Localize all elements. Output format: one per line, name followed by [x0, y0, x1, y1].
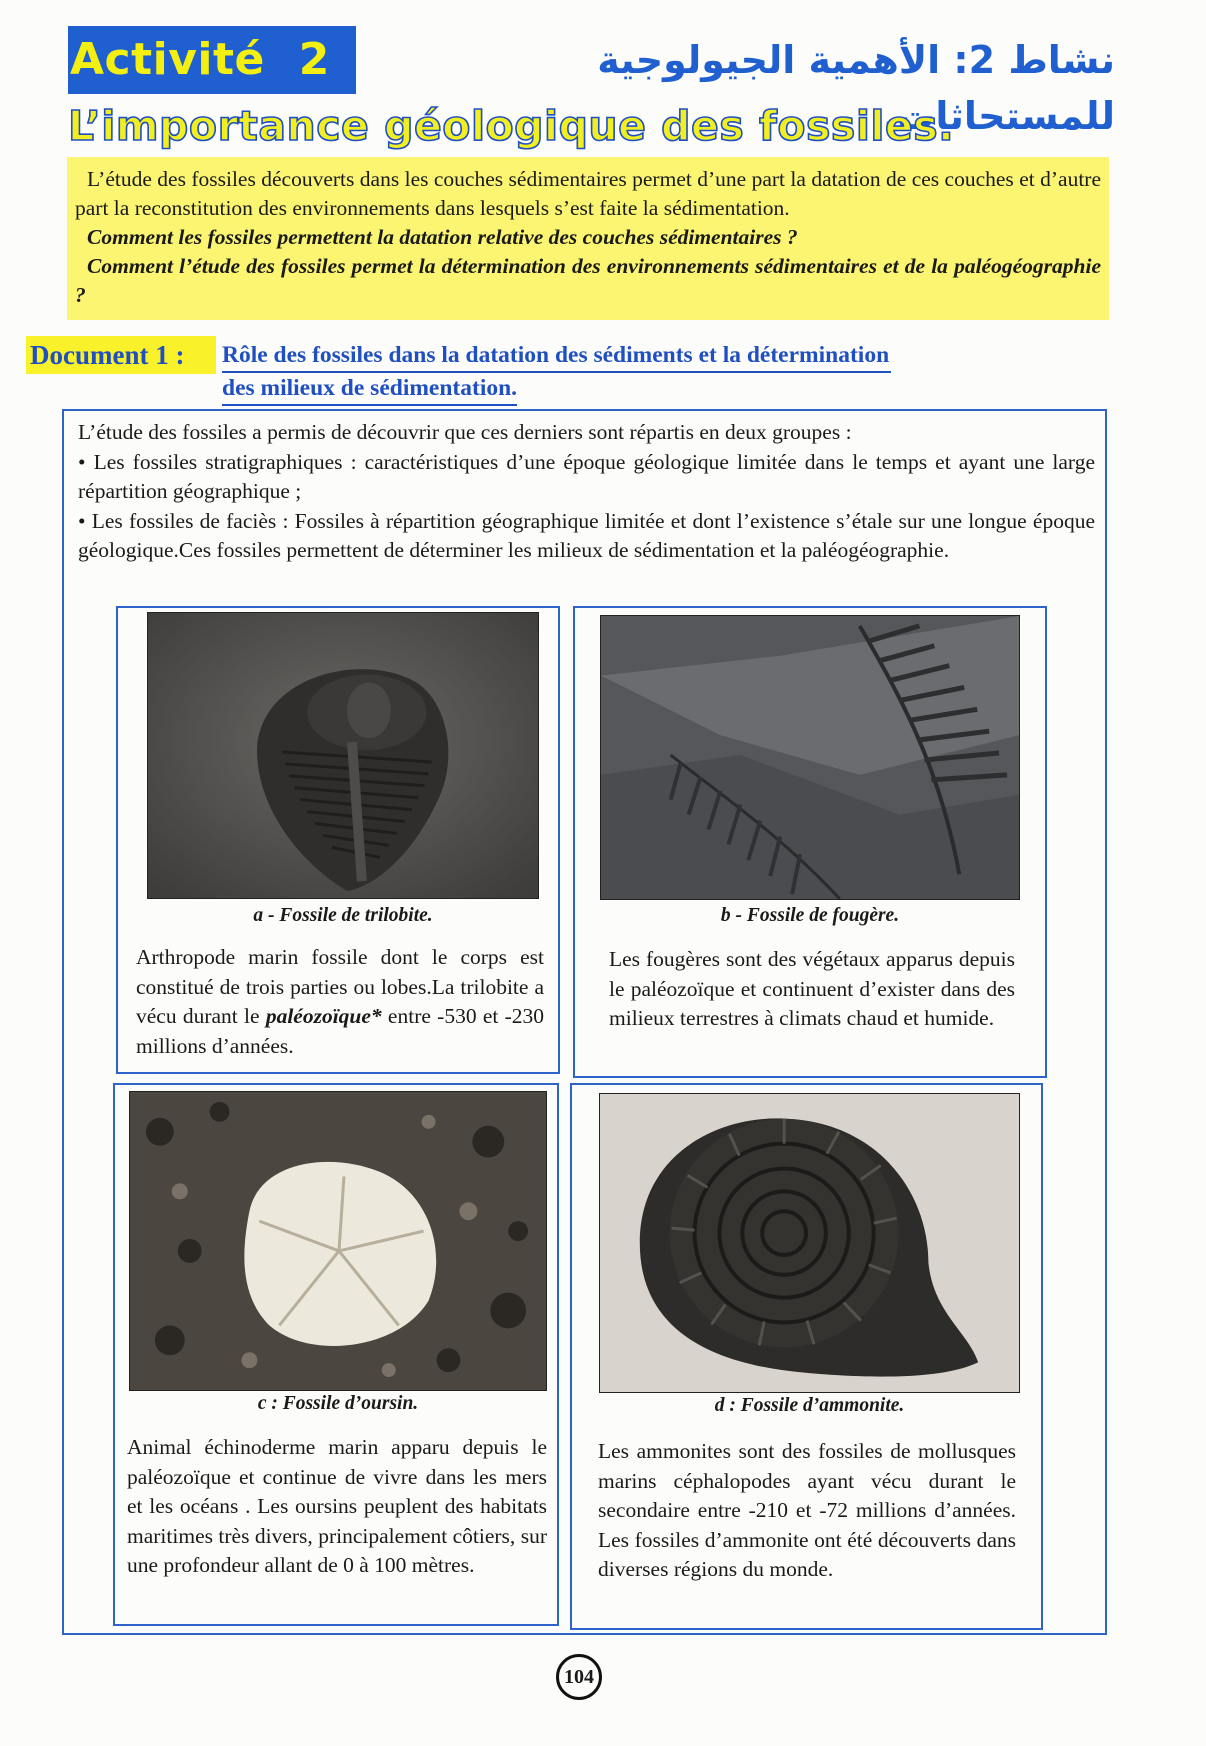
activity-badge: Activité 2 — [68, 26, 356, 94]
arabic-title: نشاط 2: الأهمية الجيولوجية للمستحاثات. — [597, 38, 1115, 138]
intro-question-1: Comment les fossiles permettent la datation relative des couches sédimentaires ? — [87, 225, 798, 249]
caption-ammonite: d : Fossile d’ammonite. — [714, 1395, 905, 1416]
description-fern: Les fougères sont des végétaux apparus depuis le paléozoïque et continuent d’exister dans des milieux terrestres à climats chaud et humide. — [609, 947, 1015, 1030]
description-sea-urchin: Animal échinoderme marin apparu depuis le paléozoïque et continue de vivre dans les mers et les océans . Les oursins peuplent des habitats maritimes très divers, principalement côtiers, sur une profondeur allant de 0 à 100 mètres. — [127, 1435, 547, 1577]
bullet-facies: • Les fossiles de faciès : Fossiles à répartition géographique limitée et dont l’existence s’étale sur une longue époque géologique.Ces fossiles permettent de déterminer les milieux de sédimentation et la paléogéographie. — [78, 508, 1095, 562]
page-number: 104 — [556, 1654, 602, 1700]
caption-trilobite: a - Fossile de trilobite. — [253, 905, 433, 926]
document-title — [222, 340, 1012, 406]
term-paleozoic: paléozoïque* — [265, 1004, 382, 1028]
document-title-line-1: Rôle des fossiles dans la datation des sédiments et la détermination — [222, 340, 891, 373]
document-intro: L’étude des fossiles a permis de découvrir que ces derniers sont répartis en deux groupes : — [78, 420, 852, 444]
caption-fern: b - Fossile de fougère. — [720, 905, 900, 926]
description-ammonite: Les ammonites sont des fossiles de mollusques marins céphalopodes ayant vécu durant le secondaire entre -210 et -72 millions d’années. Les fossiles d’ammonite ont été découverts dans diverses régions du monde. — [598, 1439, 1016, 1581]
description-trilobite — [136, 943, 544, 1061]
description-trilobite-text-end: entre -530 et -230 millions d’années. — [136, 1004, 545, 1058]
intro-question-2: Comment l’étude des fossiles permet la détermination des environnements sédimentaires et de la paléogéographie ? — [75, 254, 1101, 307]
page-title: L’importance géologique des fossiles. — [68, 102, 955, 150]
bullet-stratigraphic: • Les fossiles stratigraphiques : caractéristiques d’une époque géologique limitée dans le temps et ayant une large répartition géographique ; — [78, 449, 1095, 503]
description-trilobite-text: Arthropode marin fossile dont le corps est constitué de trois parties ou lobes.La trilobite a vécu durant le — [136, 945, 544, 1028]
caption-sea-urchin: c : Fossile d’oursin. — [257, 1393, 419, 1414]
trilobite-fossil-photo — [147, 612, 539, 899]
document-title-line-2: des milieux de sédimentation. — [222, 373, 517, 406]
intro-box — [67, 157, 1109, 320]
intro-paragraph: L’étude des fossiles découverts dans les couches sédimentaires permet d’une part la datation de ces couches et d’autre part la reconstitution des environnements dans lesquels s’est faite la sédimentation. — [75, 167, 1101, 220]
document-label: Document 1 : — [26, 336, 216, 374]
document-text — [78, 418, 1095, 566]
ammonite-fossil-photo — [599, 1093, 1020, 1393]
sea-urchin-fossil-photo — [129, 1091, 547, 1391]
fern-fossil-photo — [600, 615, 1020, 900]
